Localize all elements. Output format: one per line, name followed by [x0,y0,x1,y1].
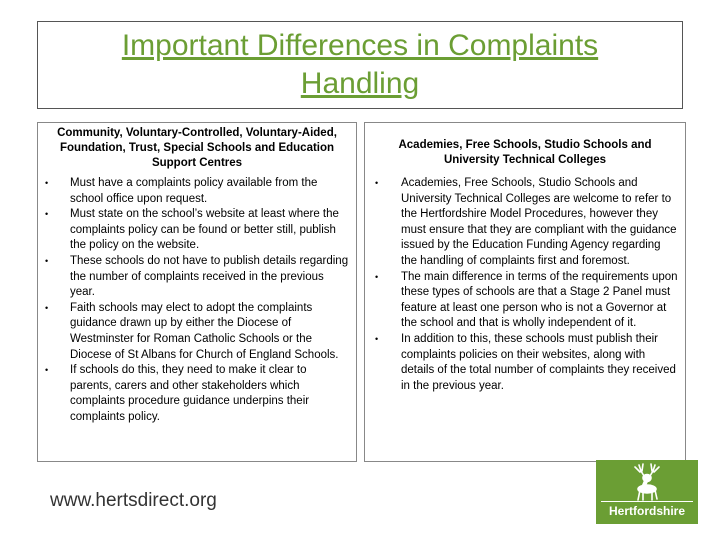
list-item [365,270,679,332]
footer-url[interactable]: www.hertsdirect.org [50,490,217,511]
list-item-text: The main difference in terms of the requirements upon these types of schools are that a Stage 2 Panel must feature at least one person who is not a Governor at the school and that is wholly independent of it. [401,270,678,330]
page-title: Important Differences in Complaints Handling [121,29,599,100]
bullet-icon: • [45,365,49,376]
list-item [38,207,350,254]
list-item [38,254,350,301]
list-item-text: These schools do not have to publish details regarding the number of complaints received in the previous year. [70,254,349,299]
hart-icon [625,462,669,502]
left-bullet-list [38,176,350,426]
list-item-text: Must have a complaints policy available from the school office upon request. [70,177,318,205]
list-item-text: In addition to this, these schools must publish their complaints policies on their websites, along with details of the total number of complaints they received in the previous year. [401,332,676,392]
list-item [365,332,679,394]
bullet-icon: • [45,178,49,188]
bullet-icon: • [375,271,379,282]
list-item-text: Academies, Free Schools, Studio Schools and University Technical Colleges are welcome to refer to the Hertfordshire Model Procedures, however they must ensure that they are compliant with the guidance issued by the Education Funding Agency regarding the handling of complaints first and foremost. [401,177,677,267]
bullet-icon: • [375,178,379,188]
right-column [364,122,686,462]
list-item [38,176,350,207]
bullet-icon: • [45,255,49,266]
bullet-icon: • [45,209,49,220]
bullet-icon: • [45,302,49,313]
list-item-text: If schools do this, they need to make it clear to parents, carers and other stakeholders which complaints procedure guidance underpins their complaints policy. [70,364,310,423]
list-item-text: Faith schools may elect to adopt the complaints guidance drawn up by either the Diocese of Westminster for Roman Catholic Schools or the Diocese of St Albans for Church of England Schools. [70,301,339,361]
hertfordshire-logo [596,460,698,524]
logo-divider [601,501,693,502]
list-item [38,363,350,425]
title-box [37,21,683,109]
list-item [38,301,350,363]
right-bullet-list [365,176,679,394]
logo-text: Hertfordshire [608,504,685,518]
list-item-text: Must state on the school’s website at least where the complaints policy can be found or better still, publish the policy on the website. [70,208,339,252]
left-column-heading: Community, Voluntary-Controlled, Voluntary-Aided, Foundation, Trust, Special Schools and Education Support Centres [57,126,337,169]
right-column-heading: Academies, Free Schools, Studio Schools and University Technical Colleges [398,139,652,166]
list-item [365,176,679,270]
left-column [37,122,357,462]
bullet-icon: • [375,333,379,344]
